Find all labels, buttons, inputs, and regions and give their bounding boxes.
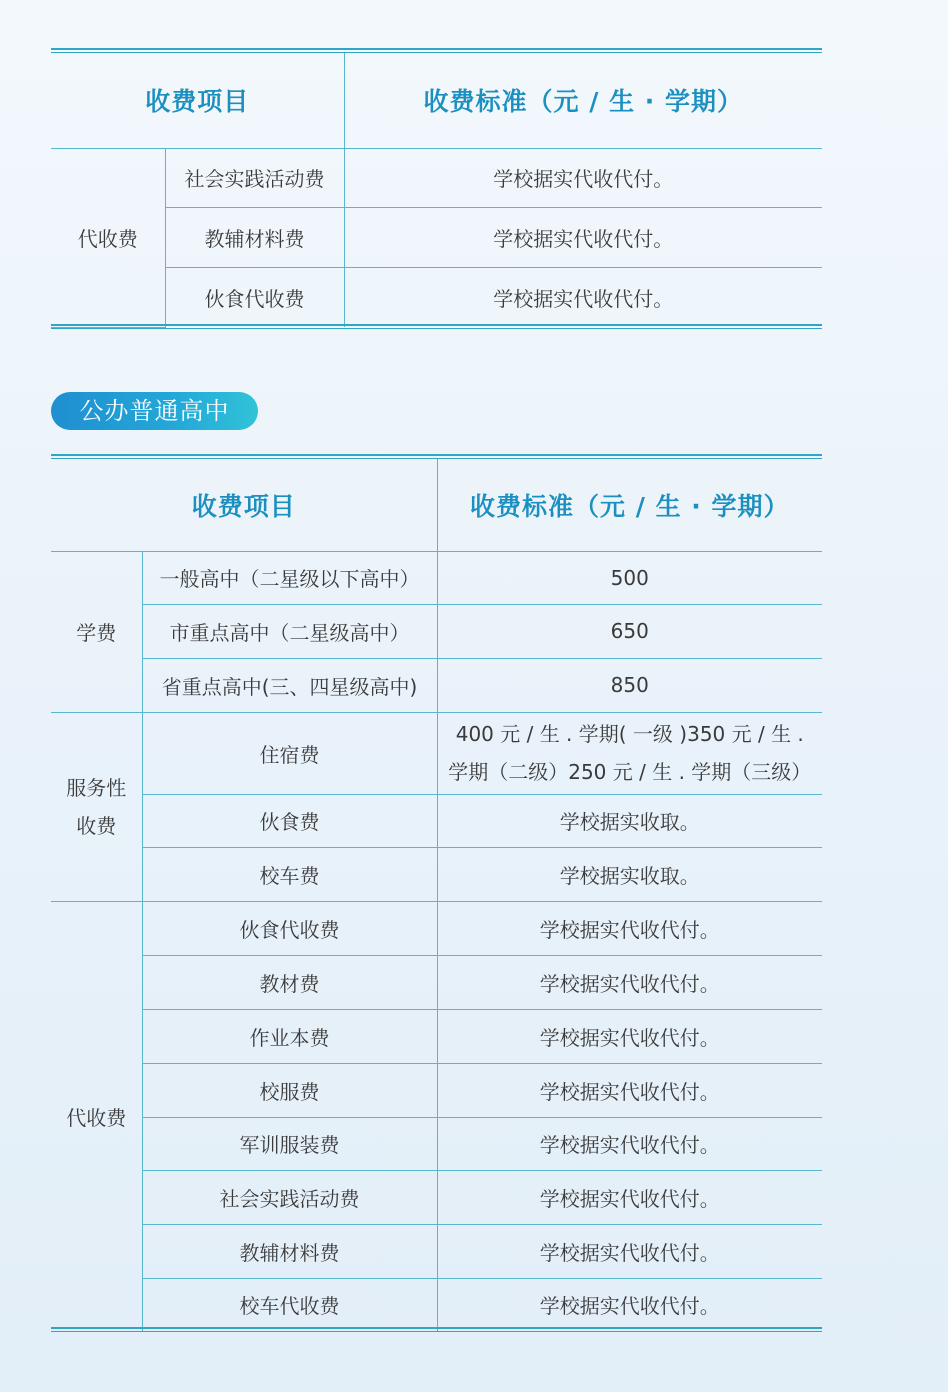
tuition-row-standard: 850: [437, 658, 822, 712]
collect-row-item: 教材费: [142, 955, 437, 1009]
collect-row-item: 校车代收费: [142, 1278, 437, 1331]
tuition-row-standard: 650: [437, 604, 822, 658]
tuition-row-item: 市重点高中（二星级高中）: [142, 604, 437, 658]
collect-row-standard: 学校据实代收代付。: [437, 1278, 822, 1331]
table2-bottom-rule: [51, 1327, 822, 1332]
table2-header-item: 收费项目: [51, 459, 437, 551]
collect-row-standard: 学校据实代收代付。: [437, 1170, 822, 1224]
collect-group-label: 代收费: [51, 901, 142, 1331]
service-row-item: 伙食费: [142, 794, 437, 847]
section-title-badge: 公办普通高中: [51, 392, 258, 430]
tuition-group-label: 学费: [51, 551, 142, 712]
table1-header-standard: 收费标准（元 / 生 · 学期）: [344, 53, 822, 148]
collect-row-standard: 学校据实代收代付。: [437, 901, 822, 955]
collect-row-standard: 学校据实代收代付。: [437, 1009, 822, 1063]
table2-header-standard: 收费标准（元 / 生 · 学期）: [437, 459, 822, 551]
tuition-row-standard: 500: [437, 551, 822, 604]
service-group-label: 服务性收费: [51, 712, 142, 901]
table2: [51, 459, 822, 1332]
service-row-standard: 学校据实收取。: [437, 847, 822, 901]
collect-row-standard: 学校据实代收代付。: [437, 1063, 822, 1117]
tuition-row-item: 省重点高中(三、四星级高中): [142, 658, 437, 712]
table1-row-standard: 学校据实代收代付。: [344, 207, 822, 267]
table1-bottom-rule: [51, 324, 822, 329]
collect-row-item: 军训服装费: [142, 1117, 437, 1170]
table1-row-standard: 学校据实代收代付。: [344, 148, 822, 207]
table1-row-item: 伙食代收费: [165, 267, 344, 327]
collect-row-item: 教辅材料费: [142, 1224, 437, 1278]
collect-row-item: 社会实践活动费: [142, 1170, 437, 1224]
table1-row-standard: 学校据实代收代付。: [344, 267, 822, 327]
collect-row-item: 伙食代收费: [142, 901, 437, 955]
collect-row-item: 作业本费: [142, 1009, 437, 1063]
service-row-item: 住宿费: [142, 712, 437, 794]
collect-row-item: 校服费: [142, 1063, 437, 1117]
table1-row-item: 社会实践活动费: [165, 148, 344, 207]
service-row-standard: 学校据实收取。: [437, 794, 822, 847]
table1-header-item: 收费项目: [51, 53, 344, 148]
collect-row-standard: 学校据实代收代付。: [437, 1224, 822, 1278]
collect-row-standard: 学校据实代收代付。: [437, 1117, 822, 1170]
collect-row-standard: 学校据实代收代付。: [437, 955, 822, 1009]
service-row-item: 校车费: [142, 847, 437, 901]
table1: [51, 53, 822, 328]
table1-row-item: 教辅材料费: [165, 207, 344, 267]
table1-group-label: 代收费: [51, 148, 165, 327]
tuition-row-item: 一般高中（二星级以下高中）: [142, 551, 437, 604]
service-row-standard: 400 元 / 生 . 学期( 一级 )350 元 / 生 . 学期（二级）250 元 / 生 . 学期（三级）: [437, 712, 822, 794]
